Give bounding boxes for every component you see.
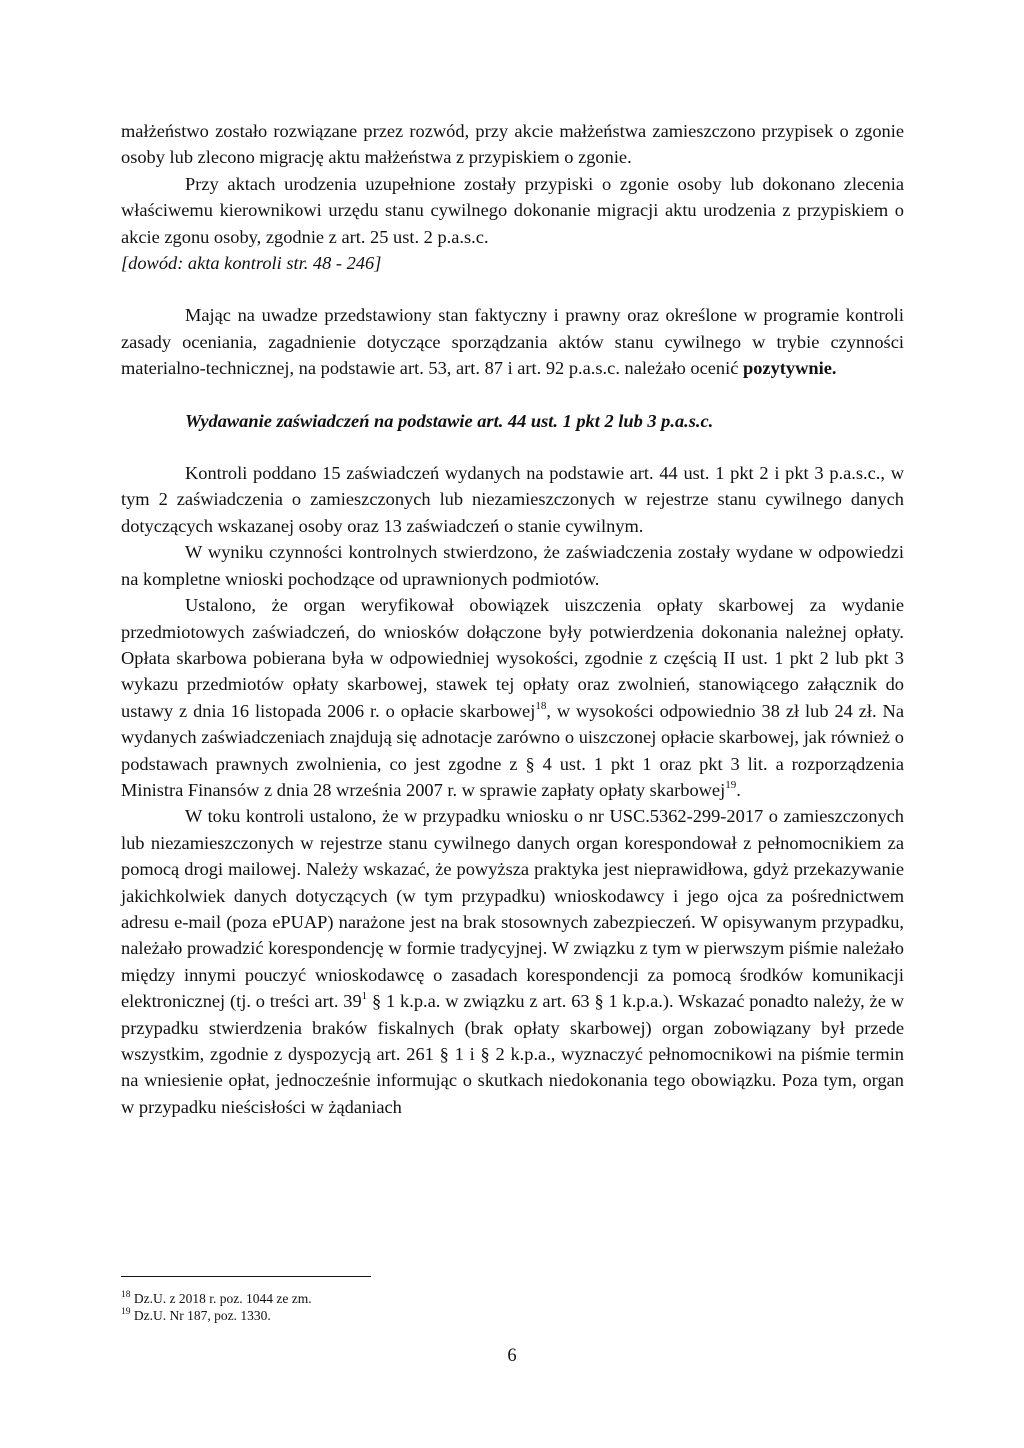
footnote-number: 18 (121, 1289, 131, 1300)
paragraph-certificates-count: Kontroli poddano 15 zaświadczeń wydanych na podstawie art. 44 ust. 1 pkt 2 i pkt 3 p.a.s.c., w tym 2 zaświadczenia o zamieszczonych lub niezamieszczonych w rejestrze stanu cywilnego danych dotyczących wskazanej osoby oraz 13 zaświadczeń o stanie cywilnym. (121, 463, 904, 536)
document-body (121, 118, 904, 1120)
assessment-result: pozytywnie. (742, 358, 837, 379)
paragraph-email-correspondence (121, 803, 904, 1120)
page-number: 6 (507, 1346, 517, 1366)
paragraph-continuation: małżeństwo zostało rozwiązane przez rozwód, przy akcie małżeństwa zamieszczono przypisek o zgonie osoby lub zlecono migrację aktu małżeństwa z przypiskiem o zgonie. (121, 121, 904, 168)
evidence-reference: [dowód: akta kontroli str. 48 - 246] (121, 253, 382, 274)
footnotes-section (121, 1276, 904, 1324)
footnote-text: Dz.U. Nr 187, poz. 1330. (133, 1308, 271, 1323)
correspondence-text-1: W toku kontroli ustalono, że w przypadku wniosku o nr USC.5362-299-2017 o zamieszczonych lub niezamieszczonych w rejestrze stanu cywilnego danych organ korespondował z pełnomocnikiem za pomocą drogi mailowej. Należy wskazać, że powyższa praktyka jest nieprawidłowa, gdyż przekazywanie jakichkolwiek danych dotyczących (w tym przypadku) wnioskodawcy i jego ojca za pośrednictwem adresu e-mail (poza ePUAP) narażone jest na brak stosownych zabezpieczeń. W opisywanym przypadku, należało prowadzić korespondencję w formie tradycyjnej. W związku z tym w pierwszym piśmie należało między innymi pouczyć wnioskodawcę o zasadach korespondencji za pomocą środków komunikacji elektronicznej (tj. o treści art. 39 (121, 806, 904, 1012)
footnote-number: 19 (121, 1306, 131, 1317)
stamp-duty-text-2: , w wysokości odpowiednio 38 zł lub 24 zł. Na wydanych zaświadczeniach znajdują się adnotacje zarówno o uiszczonej opłacie skarbowej, jak również o podstawach prawnych zwolnienia, co jest zgodne z § 4 ust. 1 pkt 1 oraz pkt 3 lit. a rozporządzenia Ministra Finansów z dnia 28 września 2007 r. w sprawie zapłaty opłaty skarbowej (121, 700, 904, 800)
correspondence-text-2: § 1 k.p.a. w związku z art. 63 § 1 k.p.a.). Wskazać ponadto należy, że w przypadku stwierdzenia braków fiskalnych (brak opłaty skarbowej) organ zobowiązany był przede wszystkim, zgodnie z dyspozycją art. 261 § 1 i § 2 k.p.a., wyznaczyć pełnomocnikowi na piśmie termin na wniesienie opłat, jednocześnie informując o skutkach niedokonania tego obowiązku. Poza tym, organ w przypadku nieścisłości w żądaniach (121, 991, 904, 1117)
stamp-duty-text-3: . (736, 779, 741, 800)
footnote-text: Dz.U. z 2018 r. poz. 1044 ze zm. (133, 1291, 312, 1306)
section-heading: Wydawanie zaświadczeń na podstawie art. 44 ust. 1 pkt 2 lub 3 p.a.s.c. (185, 410, 714, 431)
paragraph-stamp-duty (121, 592, 904, 803)
superscript-1: 1 (361, 990, 368, 1003)
paragraph-birth-records: Przy aktach urodzenia uzupełnione zostały przypiski o zgonie osoby lub dokonano zlecenia właściwemu kierownikowi urzędu stanu cywilnego dokonanie migracji aktu urodzenia z przypiskiem o akcie zgonu osoby, zgodnie z art. 25 ust. 2 p.a.s.c. (121, 173, 904, 247)
footnote-19 (121, 1307, 904, 1324)
footnote-ref-18[interactable]: 18 (535, 699, 547, 712)
footnote-divider (121, 1276, 371, 1277)
stamp-duty-text-1: Ustalono, że organ weryfikował obowiązek uiszczenia opłaty skarbowej za wydanie przedmiotowych zaświadczeń, do wniosków dołączone były potwierdzenia dokonania należnej opłaty. Opłata skarbowa pobierana była w odpowiedniej wysokości, zgodnie z częścią II ust. 1 pkt 2 lub pkt 3 wykazu przedmiotów opłaty skarbowej, stawek tej opłaty oraz zwolnień, stanowiącego załącznik do ustawy z dnia 16 listopada 2006 r. o opłacie skarbowej (121, 595, 904, 721)
footnote-ref-19[interactable]: 19 (725, 778, 737, 791)
paragraph-assessment (121, 302, 904, 381)
footnote-18 (121, 1290, 904, 1307)
paragraph-control-findings: W wyniku czynności kontrolnych stwierdzono, że zaświadczenia zostały wydane w odpowiedzi na kompletne wnioski pochodzące od uprawnionych podmiotów. (121, 542, 904, 589)
assessment-text: Mając na uwadze przedstawiony stan faktyczny i prawny oraz określone w programie kontroli zasady oceniania, zagadnienie dotyczące sporządzania aktów stanu cywilnego w trybie czynności materialno-technicznej, na podstawie art. 53, art. 87 i art. 92 p.a.s.c. należało ocenić (121, 305, 904, 379)
